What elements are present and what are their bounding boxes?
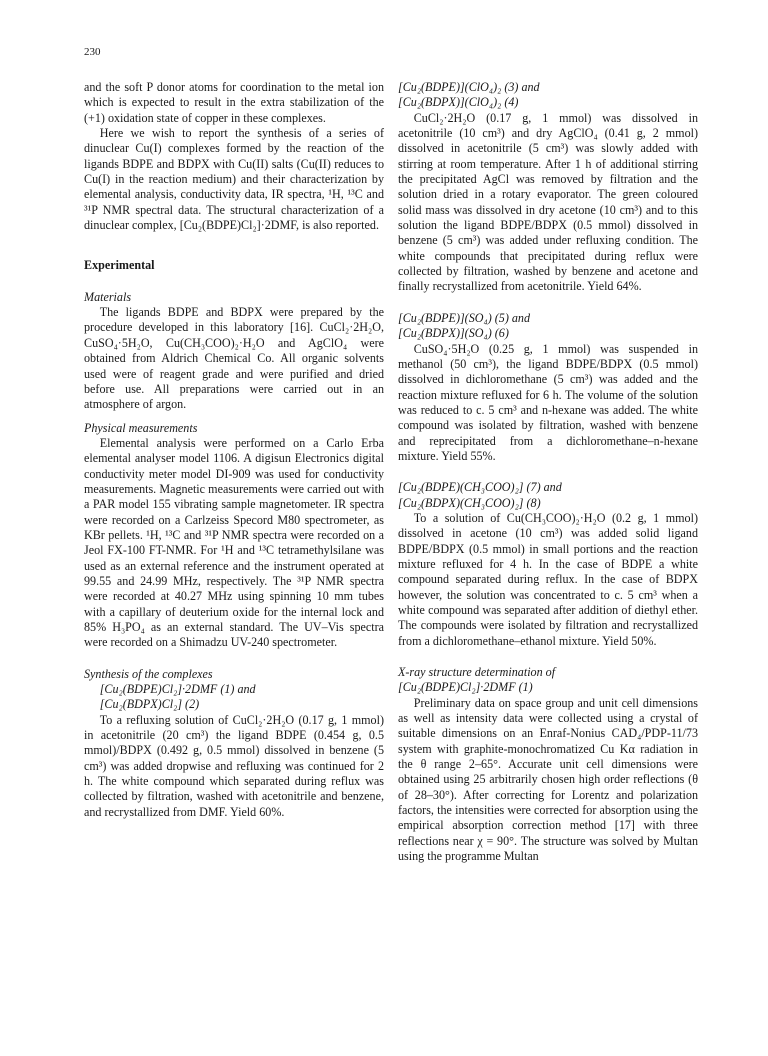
compound-5-6-paragraph: CuSO₄·5H₂O (0.25 g, 1 mmol) was suspended in methanol (50 cm³), the ligand BDPE/BDPX (0.5 mmol) dissolved in dichloromethane (5 cm³) was added and the reaction mixture refluxed for 6 h. The volume of the solution was reduced to c. 5 cm³ and n-hexane was added. The white compound was isolated by filtration, washed with benzene and reprecipitated from a dichloromethane–n-hexane mixture. Yield 55%. bbox=[398, 341, 698, 463]
left-column bbox=[84, 80, 384, 820]
xray-heading-1: X-ray structure determination of bbox=[398, 665, 556, 680]
physical-measurements-heading: Physical measurements bbox=[84, 420, 198, 435]
xray-heading-2: [Cu₂(BDPE)Cl₂]·2DMF (1) bbox=[398, 680, 533, 695]
compound-3-4-title-1: [Cu₂(BDPE)](ClO₄)₂ (3) and bbox=[398, 80, 540, 94]
physical-measurements-paragraph: Elemental analysis were performed on a Carlo Erba elemental analyser model 1106. A digisun Electronics digital conductivity meter model DI-909 was used for conductivity measurements. Magnetic measurements were carried out with a PAR model 155 vibrating sample magnetometer. IR spectra were recorded on a Carlzeiss Specord M80 spectrometer, as KBr pellets. ¹H, ¹³C and ³¹P NMR spectra were recorded on a Jeol FX-100 FT-NMR. For ¹H and ¹³C tetramethylsilane was used as an external reference and the instrument operated at 99.55 and 24.99 MHz, respectively. The ³¹P NMR spectra were recorded at 40.27 MHz using spinning 10 mm tubes with a capillary of deuterium oxide for the internal lock and 85% H₃PO₄ as an external standard. The UV–Vis spectra were recorded on a Shimadzu UV-240 spectrometer. bbox=[84, 435, 384, 650]
synthesis-compound-title-1: [Cu₂(BDPE)Cl₂]·2DMF (1) and bbox=[99, 682, 256, 697]
compound-7-8-paragraph: To a solution of Cu(CH₃COO)₂·H₂O (0.2 g, 1 mmol) dissolved in acetone (10 cm³) was added solid ligand BDPE/BDPX (0.5 mmol) in small portions and the reaction mixture refluxed for 4 h. In the case of BDPE a white compound separated during reflux. In the case of BDPX however, the solution was concentrated to c. 5 cm³ when a white compound was separated after addition of diethyl ether. The compounds were isolated by filtration and recrystallized from a dichloromethane–ethanol mixture. Yield 50%. bbox=[398, 510, 698, 648]
materials-paragraph: The ligands BDPE and BDPX were prepared by the procedure developed in this laboratory [16]. CuCl₂·2H₂O, CuSO₄·5H₂O, Cu(CH₃COO)₂·H₂O and AgClO₄ were obtained from Aldrich Chemical Co. All organic solvents used were of reagent grade and were purified and dried before use. All preparations were carried out in an atmosphere of argon. bbox=[84, 305, 384, 412]
intro-paragraph-1: and the soft P donor atoms for coordination to the metal ion which is expected to result in the extra stabilization of the (+1) oxidation state of copper in these complexes. bbox=[84, 80, 384, 125]
synthesis-compound-title-2: [Cu₂(BDPX)Cl₂] (2) bbox=[99, 697, 200, 712]
synthesis-paragraph: To a refluxing solution of CuCl₂·2H₂O (0.17 g, 1 mmol) in acetonitrile (20 cm³) the ligand BDPE (0.454 g, 0.5 mmol)/BDPX (0.492 g, 0.5 mmol) dissolved in benzene (5 cm³) was added dropwise and refluxing was continued for 2 h. The white compound which separated during reflux was collected by filtration, washed with acetonitrile and benzene, and recrystallized from DMF. Yield 60%. bbox=[84, 712, 384, 819]
compound-7-8-title-1: [Cu₂(BDPE)(CH₃COO)₂] (7) and bbox=[398, 480, 562, 495]
compound-7-8-title-2: [Cu₂(BDPX)(CH₃COO)₂] (8) bbox=[398, 495, 541, 510]
compound-5-6-title-1: [Cu₂(BDPE)](SO₄) (5) and bbox=[398, 310, 531, 325]
synthesis-heading: Synthesis of the complexes bbox=[84, 666, 213, 681]
compound-5-6-title-2: [Cu₂(BDPX)](SO₄) (6) bbox=[398, 326, 509, 341]
compound-3-4-paragraph: CuCl₂·2H₂O (0.17 g, 1 mmol) was dissolved in acetonitrile (10 cm³) and dry AgClO₄ (0.41 g, 2 mmol) dissolved in acetonitrile (5 cm³) was slowly added with stirring at room temperature. After 1 h of additional stirring the precipitated AgCl was removed by filtration and the solution dried in a rotary evaporator. The green coloured solid mass was dissolved in dry acetone (10 cm³) and to this solution the ligand BDPE/BDPX (0.5 mmol) dissolved in benzene (5 cm³) was added under refluxing condition. The white compounds that precipitated during reflux were collected by filtration, washed by benzene and acetone and finally recrystallized from acetonitrile. Yield 64%. bbox=[398, 110, 698, 294]
xray-paragraph: Preliminary data on space group and unit cell dimensions as well as intensity data were collected using a crystal of suitable dimensions on an Enraf-Nonius CAD₄/PDP-11/73 system with graphite-monochromatized Cu Kα radiation in the θ range 2–65°. Accurate unit cell dimensions were obtained using 25 arbitrarily chosen high order reflections (θ of 28–30°). After correcting for Lorentz and polarization factors, the intensities were corrected for absorption using the empirical absorption correction method [17] with three reflections near χ = 90°. The structure was solved by Multan using the programme Multan bbox=[398, 695, 698, 864]
materials-heading: Materials bbox=[84, 289, 132, 304]
page-number: 230 bbox=[84, 46, 101, 58]
experimental-heading: Experimental bbox=[84, 258, 155, 273]
intro-paragraph-2: Here we wish to report the synthesis of a series of dinuclear Cu(I) complexes formed by the reaction of the ligands BDPE and BDPX with Cu(II) salts (Cu(II) reduces to Cu(I) in the reaction medium) and their characterization by elemental analysis, conductivity data, IR spectra, ¹H, ¹³C and ³¹P NMR spectral data. The structural characterization of a dinuclear complex, [Cu₂(BDPE)Cl₂]·2DMF, is also reported. bbox=[84, 126, 384, 233]
right-column bbox=[398, 80, 698, 865]
compound-3-4-title-2: [Cu₂(BDPX)](ClO₄)₂ (4) bbox=[398, 95, 519, 110]
